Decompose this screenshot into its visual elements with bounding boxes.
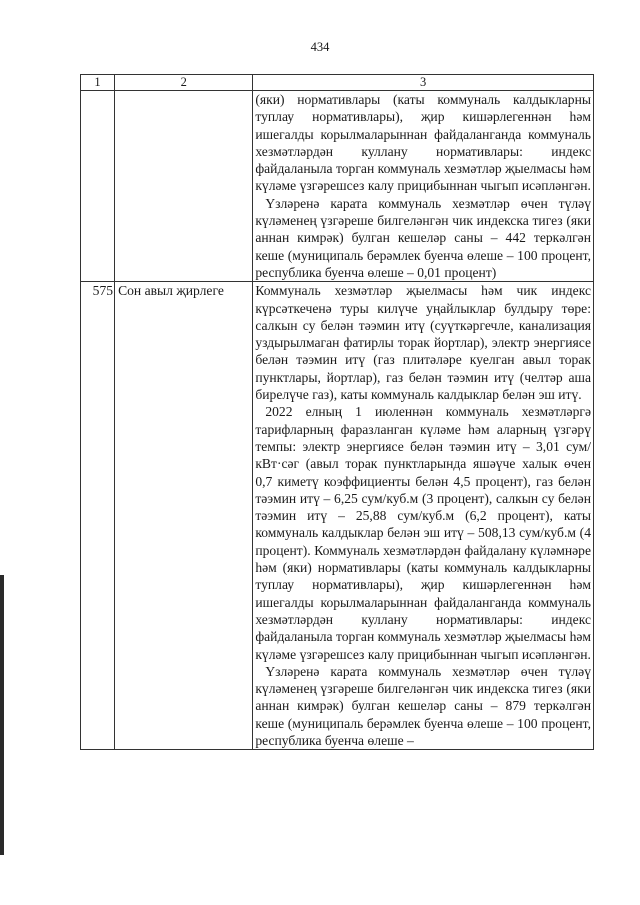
page-number: 434 — [310, 40, 330, 54]
scan-edge-bar — [0, 575, 4, 855]
column-header-1: 1 — [81, 75, 115, 91]
settlement-name-cell — [115, 91, 253, 282]
row-number-cell: 575 — [81, 282, 115, 750]
paragraph: 2022 елның 1 июленнән коммуналь хезмәтләргә тарифларның фаразланган күләме һәм аларның үзгәрү темпы: электр энергиясе белән тәэмин итү – 3,01 сум/кВт·сәг (авыл торак пунктларында яшәүче халык өчен 0,7 киметү коэффициенты белән 4,5 процент), газ белән тәэмин итү – 6,25 сум/куб.м (3 процент), салкын су белән тәэмин итү – 25,88 сум/куб.м (6,2 процент), каты коммуналь калдыклар белән эш итү – 508,13 сум/куб.м (4 процент). Коммуналь хезмәтләрдән файдалану күләмнәре һәм (яки) нормативлары (каты коммуналь калдыкларны туплау нормативлары), җир кишәрлегеннән һәм ишегалды корылмаларыннан файдаланганда коммуналь хезмәтләрдән куллану нормативлары: индекс файдаланыла торган коммуналь хезмәтләр җыелмасы һәм күләме үзгәрешсез калу прицибыннан чыгып исәпләнгән. — [255, 404, 591, 662]
paragraph: Үзләренә карата коммуналь хезмәтләр өчен түләү күләменең үзгәреше билгеләнгән чик индекска тигез (яки аннан кимрәк) булган кешеләр саны – 879 теркәлгән кеше (муниципаль берәмлек буенча өлеше – 100 процент, республика буенча өлеше – — [255, 663, 591, 748]
table-header-row — [81, 75, 594, 91]
document-table — [80, 74, 594, 750]
paragraph: Үзләренә карата коммуналь хезмәтләр өчен түләү күләменең үзгәреше билгеләнгән чик индекска тигез (яки аннан кимрәк) булган кешеләр саны – 442 теркәлгән кеше (муниципаль берәмлек буенча өлеше – 100 процент, республика буенча өлеше – 0,01 процент) — [255, 195, 591, 280]
description-cell — [253, 282, 594, 750]
column-header-3: 3 — [253, 75, 594, 91]
paragraph: Коммуналь хезмәтләр җыелмасы һәм чик индекс күрсәткеченә туры килүче уңайлыклар булдыру төре: салкын су белән тәэмин итү (суүткәргечле, канализация уздырылмаган фатирлы торак йортлар), электр энергиясе белән тәэмин итү (газ плитәләре куелган авыл торак пунктлары, йортлар), газ белән тәэмин итү (челтәр аша бирелүче газ), каты коммуналь калдыклар белән эш итү. — [255, 283, 591, 403]
table-row-575 — [81, 282, 594, 750]
settlement-name-cell: Сон авыл җирлеге — [115, 282, 253, 750]
table-row-continued — [81, 91, 594, 282]
row-number-cell — [81, 91, 115, 282]
column-header-2: 2 — [115, 75, 253, 91]
paragraph: (яки) нормативлары (каты коммуналь калдыкларны туплау нормативлары), җир кишәрлегеннән һәм ишегалды корылмаларыннан файдаланганда коммуналь хезмәтләрдән куллану нормативлары: индекс файдаланыла торган коммуналь хезмәтләр җыелмасы һәм күләме үзгәрешсез калу прицибыннан чыгып исәпләнгән. — [255, 92, 591, 194]
description-cell — [253, 91, 594, 282]
